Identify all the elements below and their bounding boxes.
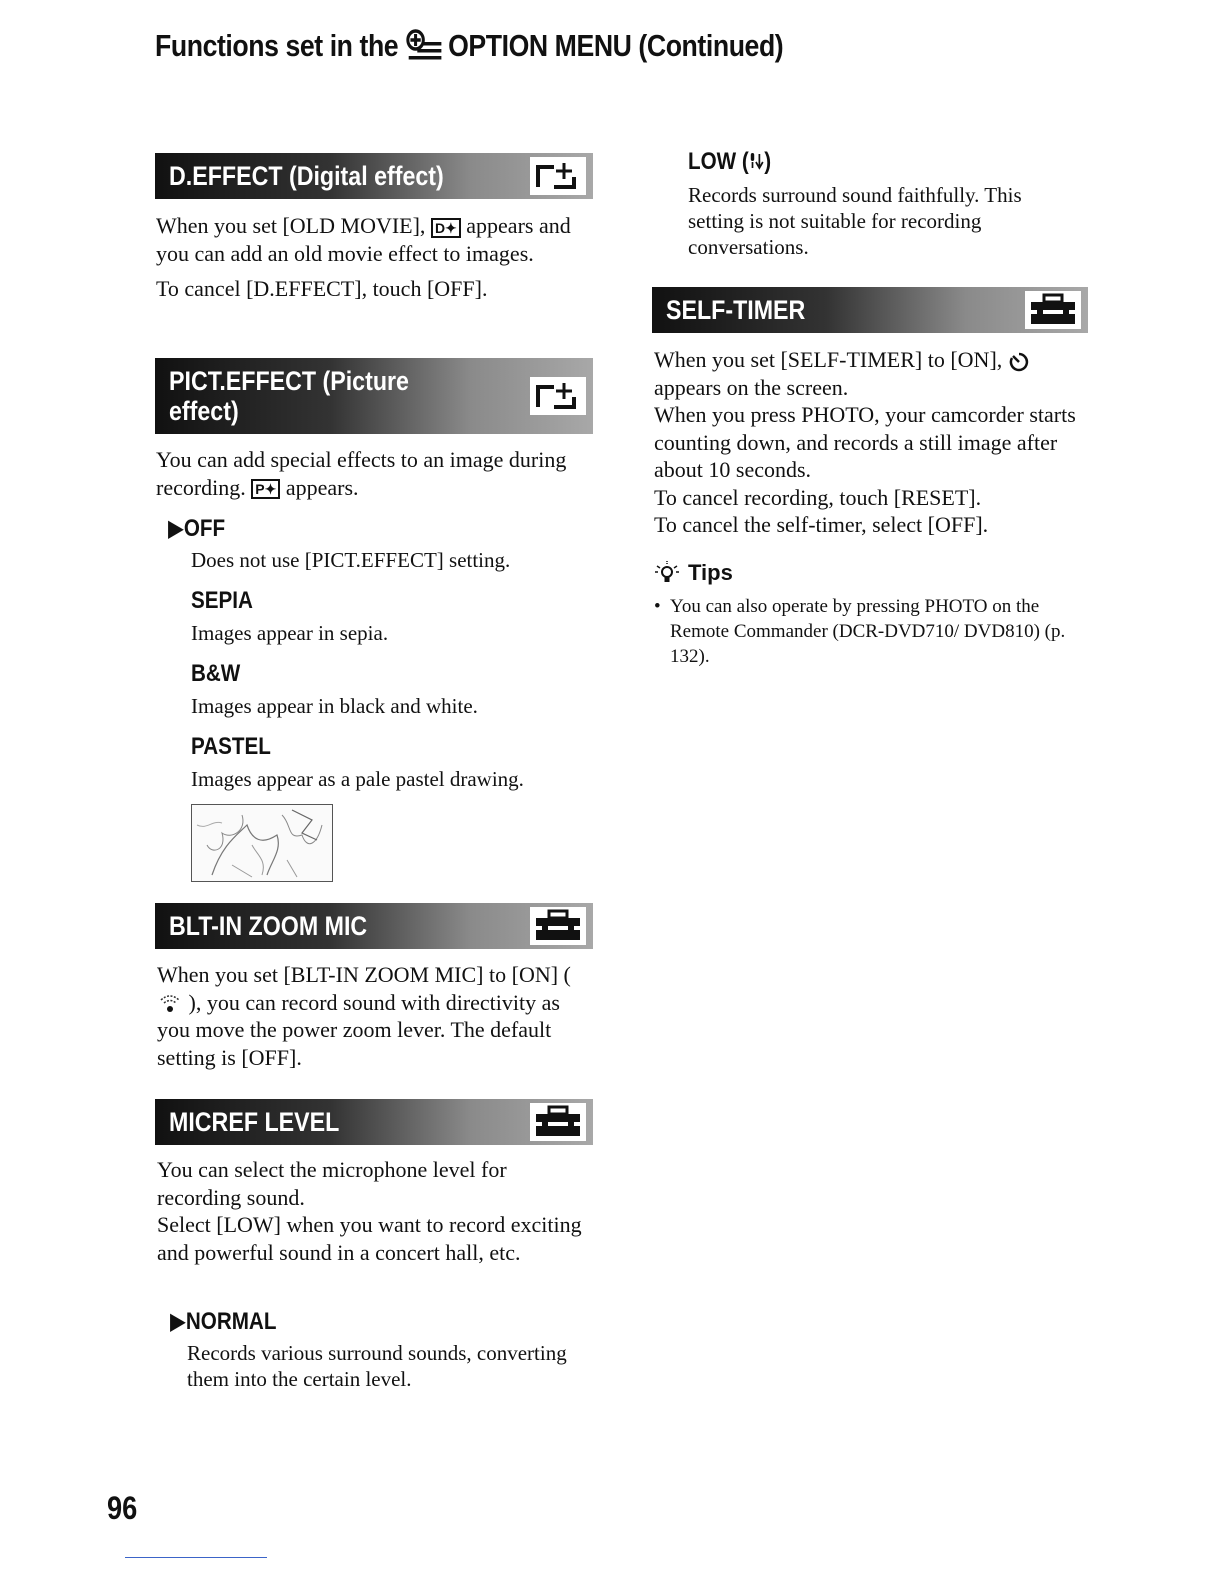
zoom-mic-header-text: BLT-IN ZOOM MIC	[169, 911, 368, 941]
settings-case-icon	[523, 1099, 593, 1145]
option-off-title: ▶OFF	[168, 515, 226, 542]
tips-bullet: •	[654, 596, 661, 617]
self-timer-header-text: SELF-TIMER	[666, 295, 806, 325]
self-timer-line1	[654, 346, 1084, 401]
zoom-mic-text-b: ), you can record sound with directivity as you move the power zoom lever. The default setting is [OFF].	[157, 989, 560, 1070]
camera-effect-icon	[523, 358, 593, 434]
page-title-prefix: Functions set in the	[155, 28, 399, 63]
self-timer-line5: To cancel the self-timer, select [OFF].	[654, 512, 989, 537]
self-timer-header	[652, 287, 1088, 333]
zoom-mic-header	[155, 903, 593, 949]
settings-case-icon	[1018, 287, 1088, 333]
page-number: 96	[107, 1490, 138, 1526]
option-low-title-end: )	[764, 148, 772, 175]
picture-effect-icon: P✦	[251, 479, 280, 499]
pict-effect-intro-a: You can add special effects to an image during recording.	[156, 447, 567, 500]
micref-p1: You can select the microphone level for recording sound.	[157, 1157, 507, 1210]
option-bw-desc: Images appear in black and white.	[191, 694, 478, 718]
micref-p2: Select [LOW] when you want to record exciting and powerful sound in a concert hall, etc.	[157, 1212, 582, 1265]
option-off-desc: Does not use [PICT.EFFECT] setting.	[191, 548, 511, 572]
tips-bulb-icon	[654, 560, 680, 586]
pict-effect-intro-b: appears.	[285, 474, 359, 500]
self-timer-line3: When you press PHOTO, your camcorder starts counting down, and records a still image after about 10 seconds.	[654, 402, 1076, 482]
tips-item	[654, 594, 1069, 669]
option-low-title	[688, 148, 771, 176]
self-timer-icon	[1008, 351, 1030, 373]
self-timer-line2-text: appears on the screen.	[654, 374, 849, 400]
d-effect-description	[156, 212, 596, 267]
tips-heading	[654, 560, 733, 586]
flower-sketch-icon	[192, 805, 332, 881]
zoom-mic-text-a: When you set [BLT-IN ZOOM MIC] to [ON] (	[157, 962, 571, 987]
option-low-desc: Records surround sound faithfully. This setting is not suitable for recording conversations.	[688, 183, 1022, 259]
option-pastel-desc: Images appear as a pale pastel drawing.	[191, 767, 524, 791]
pict-effect-header-line1: PICT.EFFECT (Picture	[169, 366, 409, 396]
option-normal-title: ▶NORMAL	[170, 1308, 277, 1335]
d-effect-cancel: To cancel [D.EFFECT], touch [OFF].	[156, 276, 488, 301]
page-title	[155, 28, 783, 64]
camera-effect-icon	[523, 153, 593, 199]
micref-header-text: MICREF LEVEL	[169, 1107, 340, 1137]
pict-effect-header-line2: effect)	[169, 396, 239, 426]
pict-effect-header-text	[169, 366, 409, 426]
d-effect-p1a: When you set [OLD MOVIE],	[156, 213, 426, 238]
d-effect-header-text: D.EFFECT (Digital effect)	[169, 161, 444, 191]
tips-item-text: You can also operate by pressing PHOTO on the Remote Commander (DCR-DVD710/ DVD810) (p. 132).	[670, 596, 1066, 667]
footer-rule	[125, 1557, 267, 1558]
micref-header	[155, 1099, 593, 1145]
pastel-sample-image	[191, 804, 333, 882]
option-sepia-title: SEPIA	[191, 587, 253, 614]
self-timer-line4: To cancel recording, touch [RESET].	[654, 484, 982, 510]
option-normal-desc: Records various surround sounds, converting them into the certain level.	[187, 1341, 567, 1391]
d-effect-header	[155, 153, 593, 199]
zoom-mic-icon	[157, 994, 183, 1014]
d-effect-p1b: appears and you can add an old movie effect to images.	[156, 213, 571, 266]
page-title-suffix: OPTION MENU (Continued)	[448, 28, 784, 63]
option-pastel-title: PASTEL	[191, 733, 271, 760]
settings-case-icon	[523, 903, 593, 949]
tips-heading-text: Tips	[688, 560, 733, 585]
option-sepia-desc: Images appear in sepia.	[191, 621, 389, 645]
self-timer-line1-text: When you set [SELF-TIMER] to [ON],	[654, 347, 1003, 372]
old-movie-icon: D✦	[431, 218, 461, 238]
option-menu-icon	[405, 29, 445, 63]
mic-low-icon	[749, 150, 764, 172]
zoom-mic-description	[157, 961, 587, 1071]
option-low-title-text: LOW (	[688, 148, 749, 175]
pict-effect-intro	[156, 446, 596, 501]
pict-effect-header	[155, 358, 593, 434]
option-bw-title: B&W	[191, 660, 241, 687]
